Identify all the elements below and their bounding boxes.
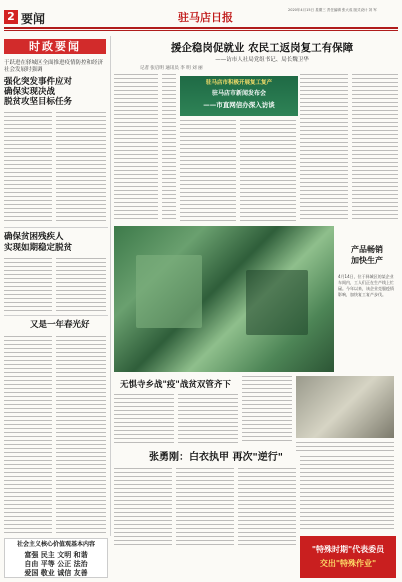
header-rule [4, 27, 398, 29]
article2-body-c [238, 468, 296, 548]
article2-body-b [176, 468, 234, 548]
main-body-e [180, 120, 236, 222]
side-box-title: 产品畅销 加快生产 [351, 245, 383, 265]
main-byline: 记者 张启明 通讯员 李 明 刘 丽 [140, 66, 203, 71]
bottom-banner-line-1: "特殊时期"代表委员 [311, 545, 385, 554]
factory-photo [114, 226, 334, 372]
bottom-right-banner [300, 536, 396, 578]
left-title-3: 脱贫攻坚目标任务 [4, 97, 73, 107]
left-top-body-b [56, 112, 106, 224]
main-subtitle: ——访市人社局党组书记、局长魏卫华 [215, 57, 309, 63]
main-body-c [300, 74, 348, 222]
article-title-2: 张勇刚：白衣执甲 再次"逆行" [149, 452, 283, 463]
left-title-1: 强化突发事件应对 [4, 77, 73, 87]
newspaper-logo: 驻马店日报 [178, 11, 233, 24]
header-rule-thin [4, 30, 398, 31]
column-divider [110, 36, 111, 536]
photo-caption: 4月14日，位于驿城区的某企业车间内，工人们正在生产线上忙碌。今年以来，该企业克服疫情影响，加快复工复产步伐。 [338, 274, 394, 297]
main-body-a [114, 74, 158, 222]
news-photo [296, 376, 394, 438]
core-values-row-2: 自由 平等 公正 法治 [24, 560, 88, 568]
left-bottom-title: 又是一年春光好 [30, 320, 90, 330]
main-body-d [352, 74, 398, 222]
article2-body-a [114, 468, 172, 548]
article-title-1: 无惧寺乡战"疫"战贫双管齐下 [120, 380, 231, 390]
conference-banner [180, 76, 298, 116]
section-tag: 时政要闻 [4, 39, 106, 54]
left-title-2: 确保实现决战 [4, 87, 56, 97]
left-kicker: 于跃进在驿城区全面推进疫情防控和经济社会发展时强调 [4, 60, 104, 73]
left-mid-body-b [56, 258, 106, 312]
main-headline: 援企稳岗促就业 农民工返岗复工有保障 [170, 42, 354, 54]
article3-body [300, 456, 394, 532]
banner-line-2: 驻马店市新闻发布会 [211, 90, 266, 97]
left-mid-body-a [4, 258, 52, 312]
left-top-body-a [4, 112, 52, 224]
page-number: 2 [4, 10, 18, 24]
dateline: 2020年4月15日 星期三 责任编辑 张大成 版式设计 刘 军 [288, 8, 377, 12]
divider [4, 227, 108, 228]
divider [4, 315, 108, 316]
article1-body-a [114, 394, 174, 444]
page-name: 要闻 [21, 12, 46, 26]
left-mid-title-2: 实现如期稳定脱贫 [4, 243, 73, 253]
left-bottom-body-a [4, 336, 52, 536]
core-values-box [4, 538, 108, 578]
core-values-row-3: 爱国 敬业 诚信 友善 [24, 569, 88, 577]
main-body-f [240, 120, 296, 222]
banner-line-1: 驻马店市积极开展复工复产 [205, 80, 272, 86]
banner-line-3: ——市直网信办深入访谈 [203, 101, 275, 109]
left-mid-title-1: 确保贫困残疾人 [4, 232, 64, 242]
bottom-banner-line-2: 交出"特殊作业" [319, 559, 377, 568]
left-bottom-body-b [56, 336, 106, 536]
main-body-b [162, 74, 176, 222]
article1-body-c [242, 376, 292, 444]
article1-body-b [178, 394, 238, 444]
photo2-caption [296, 442, 394, 452]
core-values-title: 社会主义核心价值观基本内容 [16, 541, 95, 548]
core-values-row-1: 富强 民主 文明 和谐 [24, 551, 88, 559]
